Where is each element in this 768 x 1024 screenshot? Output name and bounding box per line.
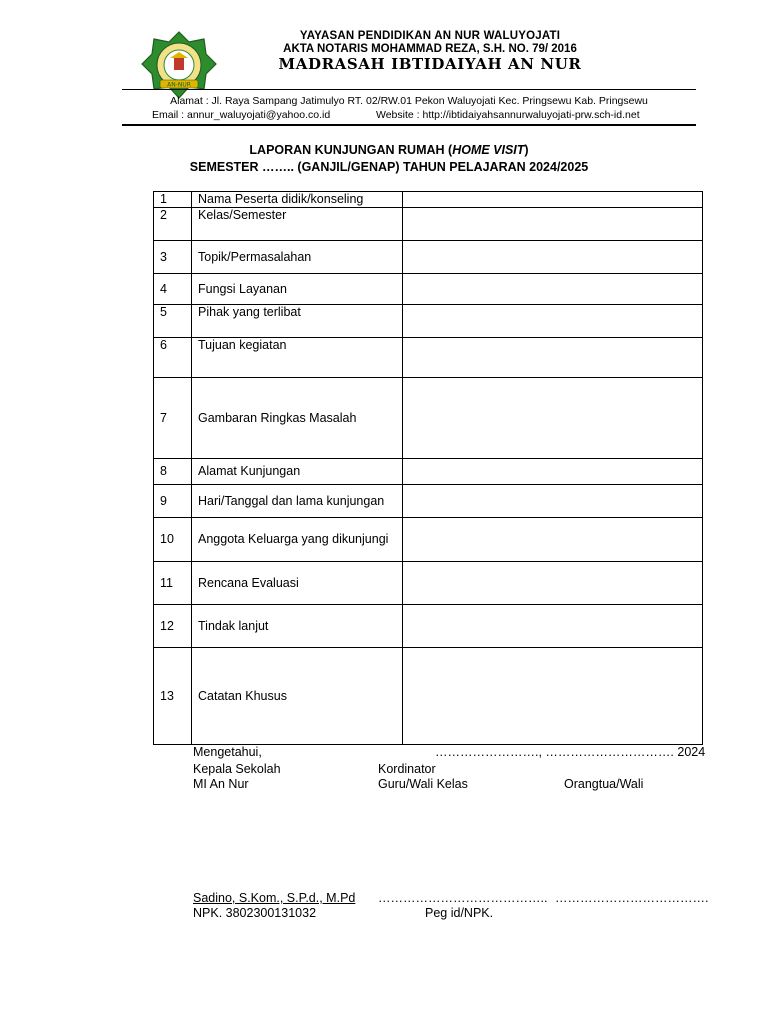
row-label: Tujuan kegiatan xyxy=(192,338,403,378)
row-value-field[interactable] xyxy=(403,241,703,274)
row-label: Rencana Evaluasi xyxy=(192,562,403,605)
logo-text: AN-NUR xyxy=(167,81,191,89)
table-row xyxy=(154,485,703,518)
row-label: Anggota Keluarga yang dikunjungi xyxy=(192,518,403,562)
row-number: 6 xyxy=(154,338,192,378)
acknowledged-label: Mengetahui, xyxy=(193,745,262,759)
table-row xyxy=(154,274,703,305)
school-website: Website : http://ibtidaiyahsannurwaluyojati-prw.sch-id.net xyxy=(376,109,640,121)
row-number: 11 xyxy=(154,562,192,605)
table-row xyxy=(154,338,703,378)
coordinator-role: Guru/Wali Kelas xyxy=(378,777,468,791)
row-number: 8 xyxy=(154,459,192,485)
row-number: 4 xyxy=(154,274,192,305)
row-label: Kelas/Semester xyxy=(192,208,403,241)
date-line: ……………………., …………………………. 2024 xyxy=(435,745,706,759)
row-number: 5 xyxy=(154,305,192,338)
table-row xyxy=(154,605,703,648)
coordinator-label: Kordinator xyxy=(378,762,436,776)
row-label: Catatan Khusus xyxy=(192,648,403,745)
principal-title: Kepala Sekolah xyxy=(193,762,281,776)
table-row xyxy=(154,305,703,338)
parent-signature-blank: ………………………………. xyxy=(555,891,709,905)
principal-school: MI An Nur xyxy=(193,777,249,791)
row-number: 10 xyxy=(154,518,192,562)
row-label: Alamat Kunjungan xyxy=(192,459,403,485)
row-label: Tindak lanjut xyxy=(192,605,403,648)
report-title xyxy=(150,143,628,158)
row-label: Fungsi Layanan xyxy=(192,274,403,305)
row-value-field[interactable] xyxy=(403,378,703,459)
row-number: 7 xyxy=(154,378,192,459)
coordinator-id-label: Peg id/NPK. xyxy=(425,906,494,920)
notary-line: AKTA NOTARIS MOHAMMAD REZA, S.H. NO. 79/ 2016 xyxy=(283,43,577,55)
school-email: Email : annur_waluyojati@yahoo.co.id xyxy=(152,109,331,121)
table-row xyxy=(154,562,703,605)
row-value-field[interactable] xyxy=(403,305,703,338)
row-value-field[interactable] xyxy=(403,648,703,745)
row-value-field[interactable] xyxy=(403,518,703,562)
table-row xyxy=(154,459,703,485)
row-label: Hari/Tanggal dan lama kunjungan xyxy=(192,485,403,518)
row-number: 12 xyxy=(154,605,192,648)
school-name: MADRASAH IBTIDAIYAH AN NUR xyxy=(278,55,582,73)
row-number: 9 xyxy=(154,485,192,518)
row-value-field[interactable] xyxy=(403,192,703,208)
coordinator-signature-blank: ………………………………….. xyxy=(378,891,548,905)
row-value-field[interactable] xyxy=(403,208,703,241)
row-number: 1 xyxy=(154,192,192,208)
row-number: 2 xyxy=(154,208,192,241)
table-row xyxy=(154,192,703,208)
home-visit-form-table xyxy=(153,191,703,745)
row-number: 13 xyxy=(154,648,192,745)
title-italic: HOME VISIT xyxy=(452,143,525,157)
row-value-field[interactable] xyxy=(403,605,703,648)
title-prefix: LAPORAN KUNJUNGAN RUMAH ( xyxy=(249,143,453,157)
row-value-field[interactable] xyxy=(403,459,703,485)
row-label: Pihak yang terlibat xyxy=(192,305,403,338)
row-label: Topik/Permasalahan xyxy=(192,241,403,274)
letterhead-divider-thick xyxy=(122,124,696,126)
table-row xyxy=(154,648,703,745)
table-row xyxy=(154,518,703,562)
row-number: 3 xyxy=(154,241,192,274)
principal-name: Sadino, S.Kom., S.P.d., M.Pd xyxy=(193,891,356,905)
title-suffix: ) xyxy=(524,143,529,157)
row-value-field[interactable] xyxy=(403,274,703,305)
table-row xyxy=(154,208,703,241)
principal-npk: NPK. 3802300131032 xyxy=(193,906,317,920)
table-row xyxy=(154,378,703,459)
report-semester-line: SEMESTER …….. (GANJIL/GENAP) TAHUN PELAJARAN 2024/2025 xyxy=(189,160,589,174)
foundation-name: YAYASAN PENDIDIKAN AN NUR WALUYOJATI xyxy=(299,30,561,42)
row-label: Nama Peserta didik/konseling xyxy=(192,192,403,208)
table-row xyxy=(154,241,703,274)
row-label: Gambaran Ringkas Masalah xyxy=(192,378,403,459)
row-value-field[interactable] xyxy=(403,562,703,605)
row-value-field[interactable] xyxy=(403,485,703,518)
school-logo xyxy=(140,30,218,102)
parent-role: Orangtua/Wali xyxy=(564,777,644,791)
letterhead-divider-thin xyxy=(122,89,696,90)
row-value-field[interactable] xyxy=(403,338,703,378)
school-address: Alamat : Jl. Raya Sampang Jatimulyo RT. 02/RW.01 Pekon Waluyojati Kec. Pringsewu Kab. Pringsewu xyxy=(170,95,648,107)
